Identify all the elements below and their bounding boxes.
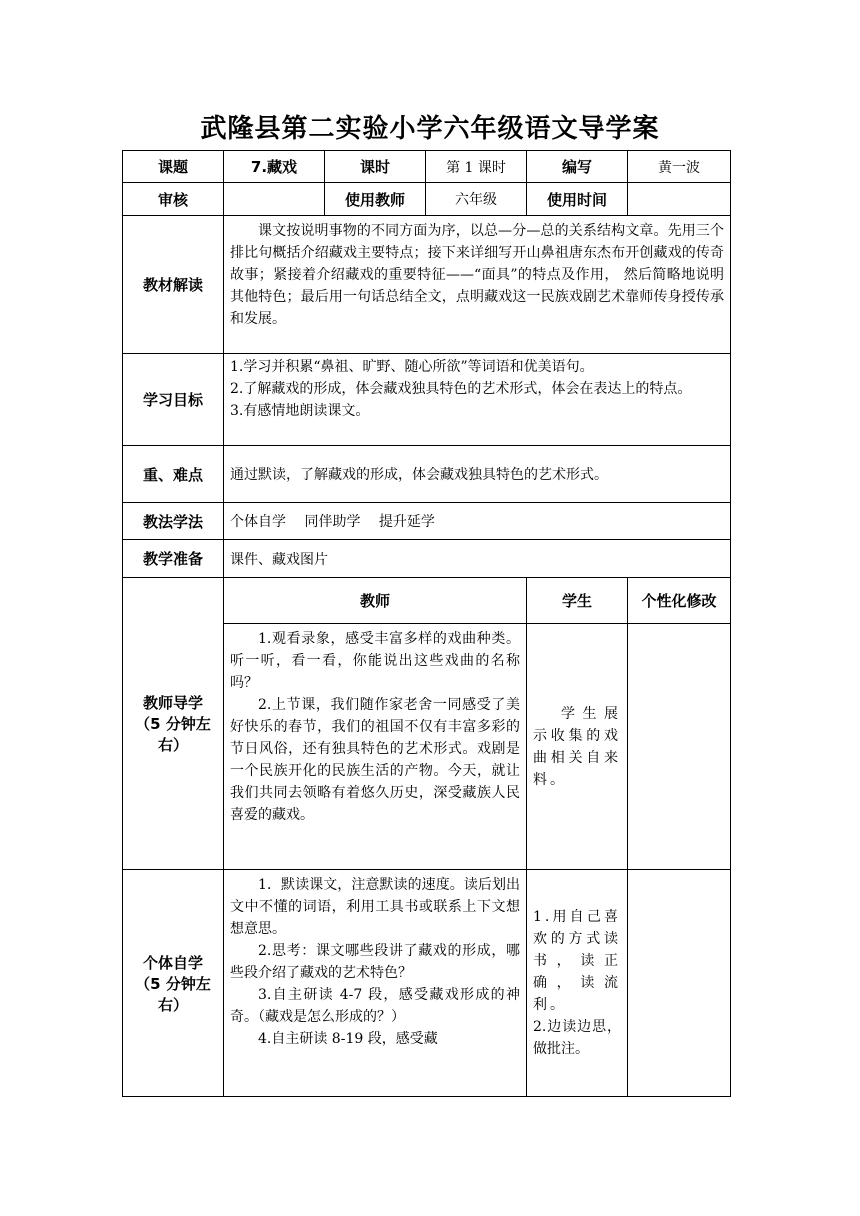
reading-row [123,216,731,354]
guide-custom-cell [628,624,731,870]
time-value [628,183,731,216]
prep-label: 教学准备 [123,540,224,578]
period-value: 第 1 课时 [426,151,527,183]
column-teacher: 教师 [224,578,527,624]
prep-row [123,540,731,578]
methods-label: 教法学法 [123,503,224,540]
goal-item: 2.了解藏戏的形成，体会藏戏独具特色的艺术形式，体会在表达上的特点。 [230,381,692,397]
review-value [224,183,325,216]
guide-student-text: 学生展示收集的戏曲相关自来料。 [533,705,621,788]
self-study-duration: （5 分钟左右） [135,974,211,1014]
guide-teacher-para: 2.上节课，我们随作家老舍一同感受了美好快乐的春节，我们的祖国不仅有丰富多彩的节日风俗，还有独具特色的艺术形式。戏剧是一个民族开化的民族生活的产物。今天，就让我们共同去领略有着悠久历史，深受藏族人民喜爱的藏戏。 [230,697,520,823]
column-student: 学生 [527,578,628,624]
guide-duration: （5 分钟左右） [135,715,211,754]
goal-item: 1.学习并积累“鼻祖、旷野、随心所欲”等词语和优美语句。 [230,359,594,375]
key-points-row [123,446,731,503]
goals-label: 学习目标 [123,354,224,446]
teacher-label: 使用教师 [325,183,426,216]
topic-value: 7.藏戏 [224,151,325,183]
self-study-teacher-para: 2.思考：课文哪些段讲了藏戏的形成，哪些段介绍了藏戏的艺术特色？ [230,943,520,981]
self-study-student-item: 2.边读边思，做批注。 [533,1019,621,1057]
key-points-text: 通过默读，了解藏戏的形成，体会藏戏独具特色的艺术形式。 [224,446,731,503]
page-title: 武隆县第二实验小学六年级语文导学案 [200,114,660,144]
teacher-value: 六年级 [426,183,527,216]
self-study-label: 个体自学 [142,953,203,972]
header-row-2 [123,183,731,216]
self-study-teacher-para: 3.自主研读 4-7 段，感受藏戏形成的神奇。（藏戏是怎么形成的？） [230,987,520,1025]
reading-text: 课文按说明事物的不同方面为序，以总—分—总的关系结构文章。先用三个排比句概括介绍藏戏主要特点；接下来详细写开山鼻祖唐东杰布开创藏戏的传奇故事；紧接着介绍藏戏的重要特征——“面具”的特点及作用， 然后简略地说明其他特色；最后用一句话总结全文，点明藏戏这一民族戏剧艺术靠师传身授传承和发展。 [230,223,724,327]
guide-teacher-para: 1.观看录象，感受丰富多样的戏曲种类。听一听，看一看，你能说出这些戏曲的名称吗？ [230,631,520,691]
author-label: 编写 [527,151,628,183]
self-study-teacher-para: 4.自主研读 8-19 段，感受藏 [258,1031,438,1047]
self-study-teacher-para: 1．默读课文，注意默读的速度。读后划出文中不懂的词语，利用工具书或联系上下文想想意思。 [230,877,520,937]
period-label: 课时 [325,151,426,183]
goals-row [123,354,731,446]
topic-label: 课题 [123,151,224,183]
lesson-plan-table [122,150,731,1097]
methods-row [123,503,731,540]
self-study-row [123,870,731,1097]
prep-text: 课件、藏戏图片 [224,540,731,578]
self-study-student-item: 1.用自己喜欢的方式读书，读正确，读流利。 [533,909,621,1013]
time-label: 使用时间 [527,183,628,216]
columns-row [123,578,731,624]
reading-label: 教材解读 [123,216,224,354]
column-custom: 个性化修改 [628,578,731,624]
review-label: 审核 [123,183,224,216]
key-points-label: 重、难点 [123,446,224,503]
goal-item: 3.有感情地朗读课文。 [230,403,370,419]
author-value: 黄一波 [628,151,731,183]
guide-label: 教师导学 [142,694,203,712]
header-row-1 [123,151,731,183]
self-study-custom-cell [628,870,731,1097]
methods-text: 个体自学 同伴助学 提升延学 [224,503,731,540]
